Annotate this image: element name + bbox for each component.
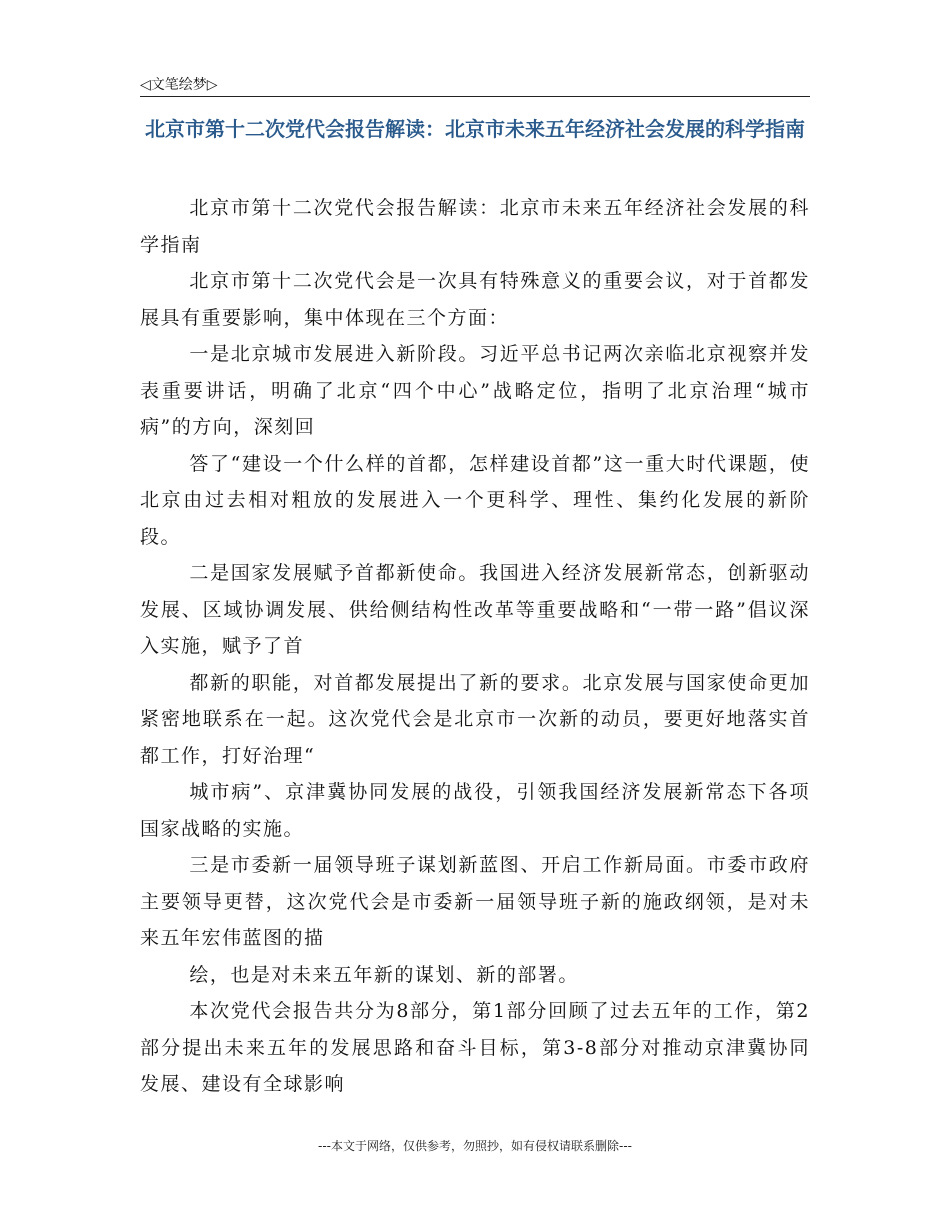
document-title: 北京市第十二次党代会报告解读：北京市未来五年经济社会发展的科学指南 [145, 117, 805, 141]
paragraph: 本次党代会报告共分为8部分，第1部分回顾了过去五年的工作，第2部分提出未来五年的发展思路和奋斗目标，第3-8部分对推动京津冀协同发展、建设有全球影响 [140, 1000, 810, 1095]
page-header [140, 72, 810, 97]
paragraph: 三是市委新一届领导班子谋划新蓝图、开启工作新局面。市委市政府主要领导更替，这次党代会是市委新一届领导班子新的施政纲领，是对未来五年宏伟蓝图的描 [140, 854, 810, 949]
paragraph: 二是国家发展赋予首都新使命。我国进入经济发展新常态，创新驱动发展、区域协调发展、供给侧结构性改革等重要战略和“一带一路”倡议深入实施，赋予了首 [140, 562, 810, 657]
brand-logo-text: ◁文笔绘梦▷ [140, 77, 218, 93]
paragraph: 都新的职能，对首都发展提出了新的要求。北京发展与国家使命更加紧密地联系在一起。这次党代会是北京市一次新的动员，要更好地落实首都工作，打好治理“ [140, 671, 810, 767]
paragraph: 城市病”、京津冀协同发展的战役，引领我国经济发展新常态下各项国家战略的实施。 [140, 781, 810, 840]
paragraph: 北京市第十二次党代会报告解读：北京市未来五年经济社会发展的科学指南 [140, 197, 810, 256]
document-body [140, 190, 810, 1103]
paragraph: 一是北京城市发展进入新阶段。习近平总书记两次亲临北京视察并发表重要讲话，明确了北京“四个中心”战略定位，指明了北京治理“城市病”的方向，深刻回 [140, 343, 810, 438]
paragraph: 北京市第十二次党代会是一次具有特殊意义的重要会议，对于首都发展具有重要影响，集中体现在三个方面： [140, 270, 810, 329]
footer-notice: ---本文于网络，仅供参考，勿照抄，如有侵权请联系删除--- [318, 1139, 632, 1153]
paragraph: 答了“建设一个什么样的首都，怎样建设首都”这一重大时代课题，使北京由过去相对粗放的发展进入一个更科学、理性、集约化发展的新阶段。 [140, 452, 810, 548]
paragraph: 绘，也是对未来五年新的谋划、新的部署。 [189, 963, 579, 986]
